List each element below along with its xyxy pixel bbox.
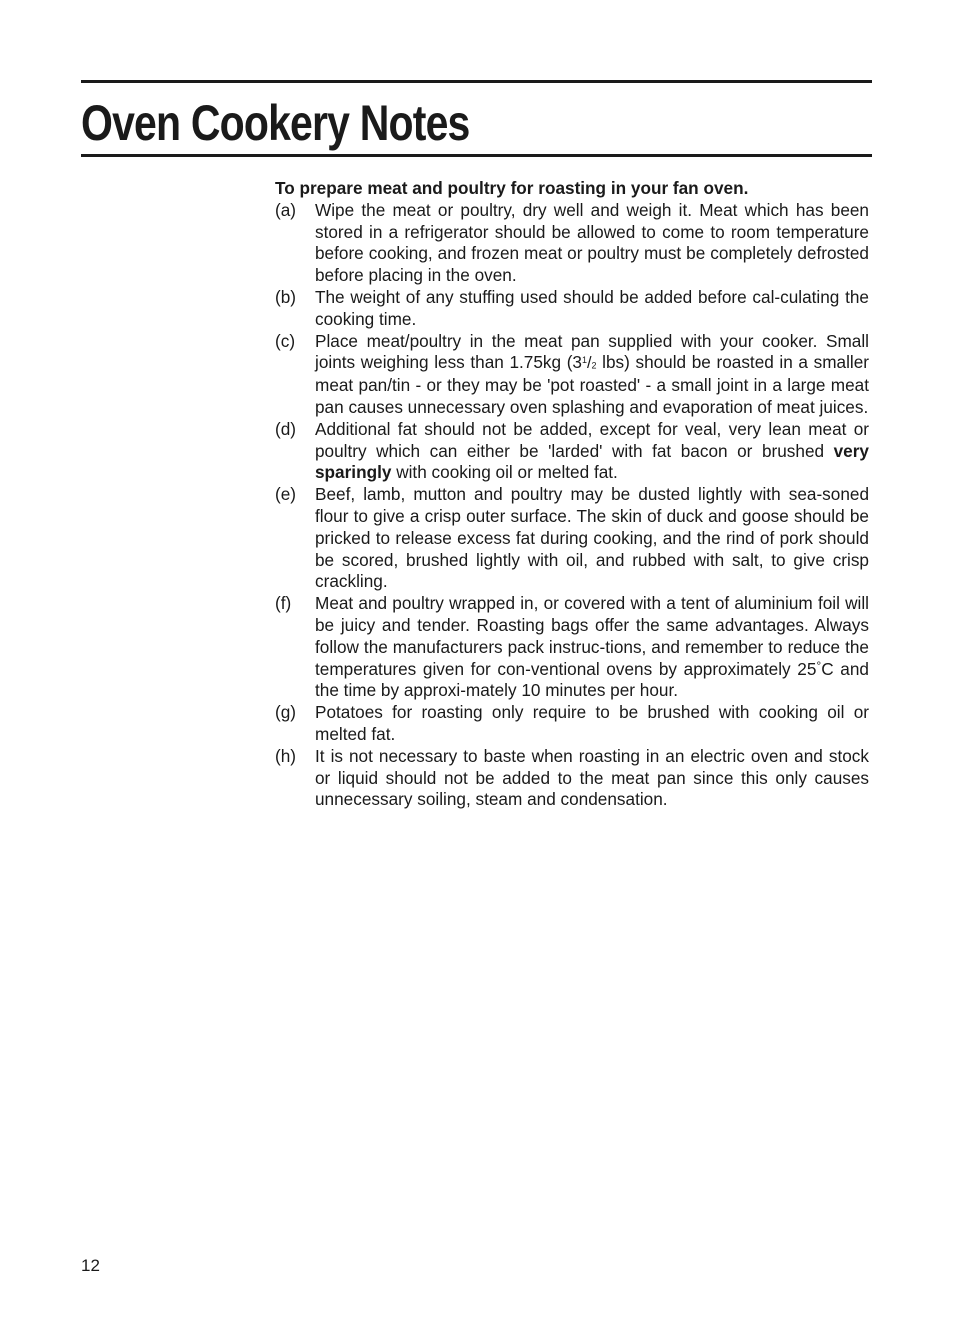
item-text — [315, 331, 869, 419]
fraction-half: $^1/_2$ — [581, 354, 597, 373]
item-text — [315, 419, 869, 484]
item-text-part: Place meat/poultry in the meat pan supplied with your cooker. Small joints weighing less than 1.75kg (3 — [315, 330, 869, 373]
item-text-part: Meat and poultry wrapped in, or covered with a tent of aluminium foil will be juicy and tender. Roasting bags offer the same advantages. Always follow the manufacturers pack instruc-tions, and remember to reduce the temperatures given for con-ventional ovens by approximately 25 — [315, 593, 869, 679]
section-heading: To prepare meat and poultry for roasting in your fan oven. — [275, 178, 749, 198]
item-text — [315, 593, 869, 702]
degree-symbol: ° — [816, 658, 822, 673]
item-text: The weight of any stuffing used should be added before cal-culating the cooking time. — [315, 286, 869, 329]
item-marker: (d) — [275, 418, 297, 439]
fraction-denominator: 2 — [591, 360, 597, 371]
list-item-c — [275, 331, 869, 419]
item-marker: (h) — [275, 745, 297, 766]
list-item-g — [275, 702, 869, 746]
item-marker: (e) — [275, 484, 297, 505]
item-text: Potatoes for roasting only require to be brushed with cooking oil or melted fat. — [315, 702, 869, 744]
emphasis-very-sparingly: very sparingly — [315, 440, 869, 483]
item-marker: (f) — [275, 593, 292, 614]
title-rule-top — [81, 80, 872, 83]
item-text-part: C and the time by approxi-mately 10 minutes per hour. — [315, 658, 869, 701]
list-item-h — [275, 746, 869, 811]
page-title: Oven Cookery Notes — [81, 95, 470, 151]
title-rule-bottom — [81, 154, 872, 157]
item-text: Beef, lamb, mutton and poultry may be dusted lightly with sea-soned flour to give a crisp outer surface. The skin of duck and goose should be pricked to release excess fat during cooking, and the rind of pork should be scored, brushed lightly with oil, and rubbed with salt, to give crisp crackling. — [315, 484, 869, 592]
item-text-part: lbs) should be roasted in a smaller meat pan/tin - or they may be 'pot roasted' - a small joint in a large meat pan causes unnecessary oven splashing and evaporation of meat juices. — [315, 352, 869, 417]
item-text: It is not necessary to baste when roasting in an electric oven and stock or liquid should not be added to the meat pan since this only causes unnecessary soiling, steam and condensation. — [315, 745, 869, 810]
item-marker: (a) — [275, 199, 297, 220]
fraction-numerator: 1 — [581, 355, 587, 366]
item-marker: (c) — [275, 330, 296, 351]
roasting-steps-list — [275, 200, 869, 811]
roasting-notes-section — [275, 178, 869, 811]
list-item-b — [275, 287, 869, 331]
list-item-e — [275, 484, 869, 593]
page-number: 12 — [81, 1256, 100, 1275]
item-text-part: Additional fat should not be added, except for veal, very lean meat or poultry which can either be 'larded' with fat bacon or brushed — [315, 418, 869, 461]
list-item-d — [275, 419, 869, 484]
item-text: Wipe the meat or poultry, dry well and weigh it. Meat which has been stored in a refrigerator should be allowed to come to room temperature before cooking, and frozen meat or poultry must be completely defrosted before placing in the oven. — [315, 199, 869, 286]
list-item-f — [275, 593, 869, 702]
item-marker: (g) — [275, 702, 297, 723]
item-text-part: with cooking oil or melted fat. — [391, 462, 618, 483]
item-marker: (b) — [275, 286, 297, 307]
list-item-a — [275, 200, 869, 287]
